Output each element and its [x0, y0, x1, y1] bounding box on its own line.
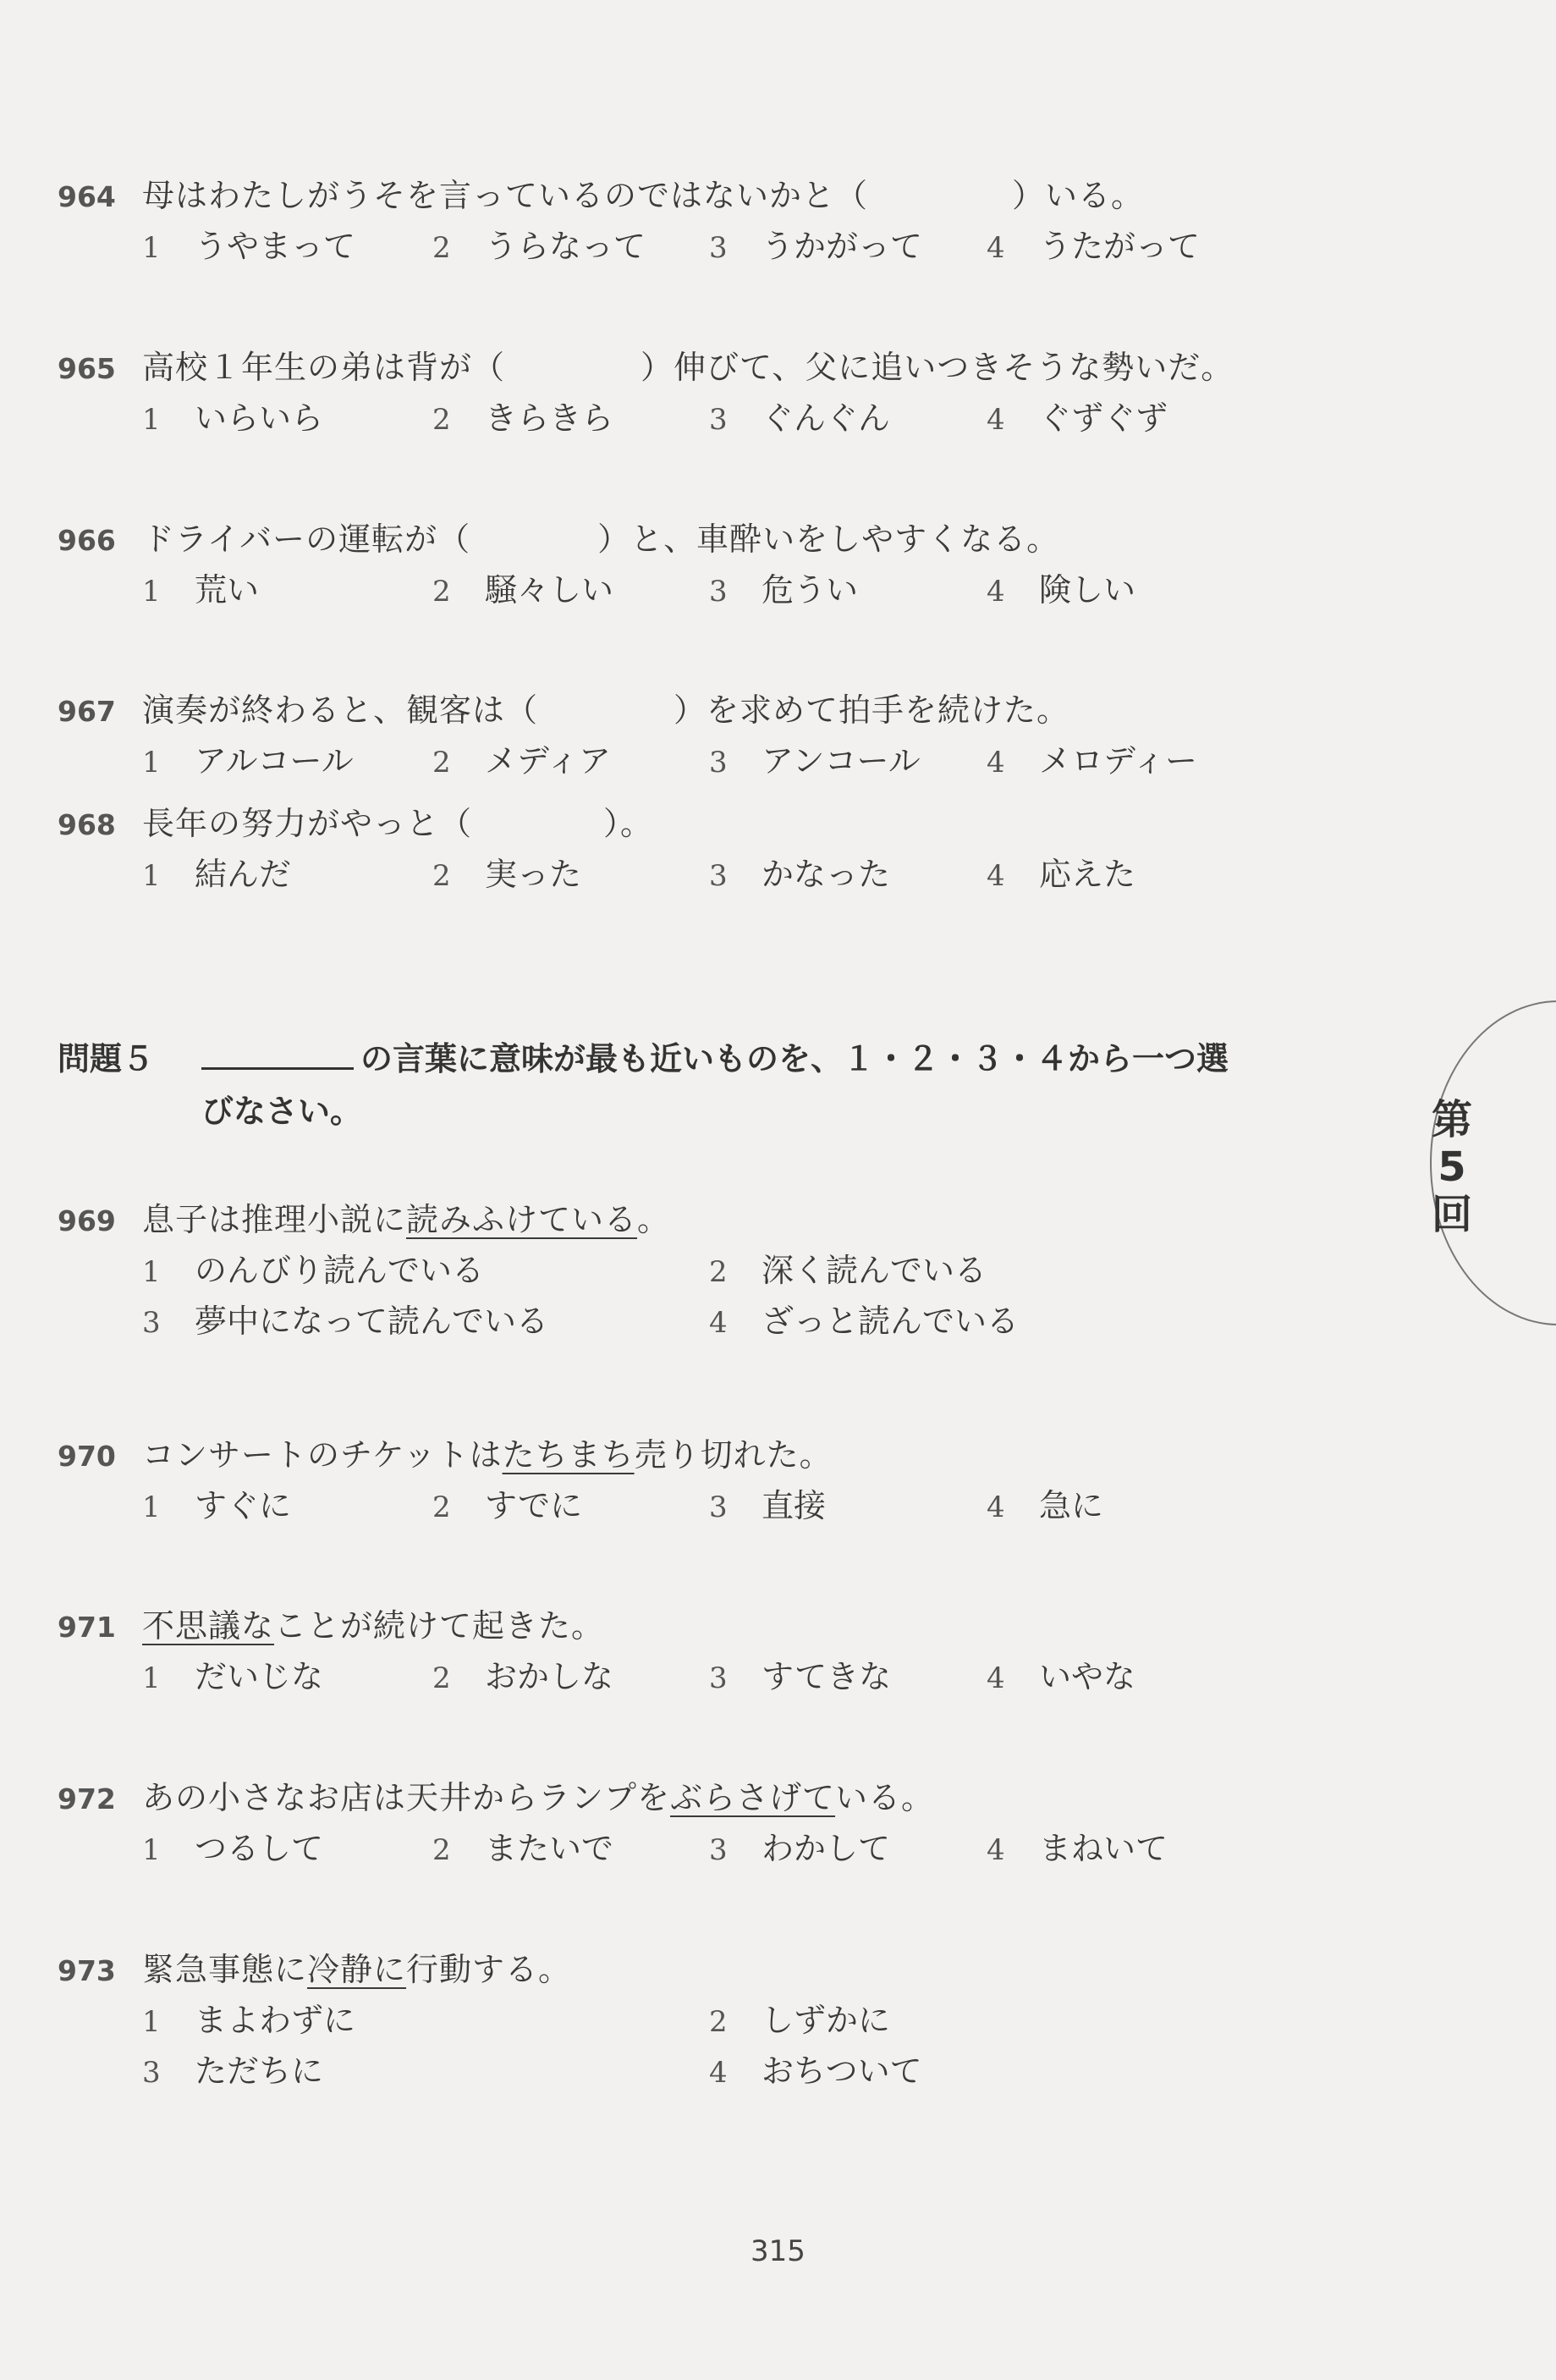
- option-4[interactable]: 4 ざっと読んでいる: [709, 1303, 1020, 1340]
- option-1[interactable]: 1 だいじな: [142, 1658, 324, 1695]
- chapter-tab-label: 第 5 回: [1431, 1096, 1472, 1238]
- question-stem: コンサートのチケットはたちまち売り切れた。: [142, 1436, 833, 1474]
- option-1[interactable]: 1 つるして: [142, 1830, 324, 1867]
- question-967: [58, 684, 1197, 785]
- question-969: [58, 1193, 1020, 1346]
- options: [142, 1650, 1136, 1701]
- underlined-phrase: ぶらさげて: [670, 1779, 836, 1816]
- question-stem: あの小さなお店は天井からランプをぶらさげている。: [142, 1779, 935, 1816]
- option-3[interactable]: 3 直接: [709, 1487, 827, 1524]
- option-1[interactable]: 1 アルコール: [142, 742, 354, 780]
- option-2[interactable]: 2 メディア: [432, 742, 611, 780]
- options: [142, 1822, 1168, 1873]
- option-1[interactable]: 1 結んだ: [142, 856, 292, 893]
- question-968: [58, 797, 1136, 899]
- option-3[interactable]: 3 わかして: [709, 1830, 891, 1867]
- option-2[interactable]: 2 騒々しい: [432, 571, 614, 609]
- option-4[interactable]: 4 急に: [987, 1487, 1104, 1524]
- section-label: 問題５: [58, 1040, 155, 1077]
- option-4[interactable]: 4 応えた: [987, 856, 1136, 893]
- question-stem: 演奏が終わると、観客は（ ）を求めて拍手を続けた。: [142, 691, 1070, 729]
- option-1[interactable]: 1 うやまって: [142, 228, 356, 265]
- section-heading: [58, 1033, 1377, 1138]
- question-965: [58, 341, 1234, 443]
- underlined-phrase: 冷静に: [307, 1951, 407, 1988]
- underlined-phrase: 読みふけている: [406, 1201, 638, 1238]
- option-4[interactable]: 4 いやな: [987, 1658, 1136, 1695]
- option-1[interactable]: 1 のんびり読んでいる: [142, 1252, 485, 1289]
- option-3[interactable]: 3 ただちに: [142, 2052, 324, 2090]
- question-972: [58, 1771, 1168, 1873]
- question-973: [58, 1943, 922, 2096]
- question-970: [58, 1429, 1104, 1530]
- option-2[interactable]: 2 おかしな: [432, 1658, 614, 1695]
- option-4[interactable]: 4 うたがって: [987, 228, 1201, 265]
- question-number: 972: [58, 1782, 116, 1815]
- option-1[interactable]: 1 まよわずに: [142, 2002, 356, 2039]
- question-number: 967: [58, 695, 116, 728]
- question-stem: 高校１年生の弟は背が（ ）伸びて、父に追いつきそうな勢いだ。: [142, 349, 1234, 386]
- options: [142, 735, 1197, 785]
- question-971: [58, 1600, 1136, 1701]
- option-3[interactable]: 3 危うい: [709, 571, 859, 609]
- question-number: 973: [58, 1954, 116, 1987]
- question-966: [58, 513, 1136, 614]
- section-instruction-line2: びなさい。: [201, 1093, 363, 1130]
- question-stem: 長年の努力がやっと（ ）。: [142, 805, 654, 842]
- option-3[interactable]: 3 かなった: [709, 856, 891, 893]
- question-stem: 母はわたしがうそを言っているのではないかと（ ）いる。: [142, 177, 1145, 214]
- option-2[interactable]: 2 しずかに: [709, 2002, 891, 2039]
- question-number: 964: [58, 180, 116, 213]
- options: [142, 1994, 891, 2045]
- option-3[interactable]: 3 夢中になって読んでいる: [142, 1303, 549, 1340]
- option-2[interactable]: 2 深く読んでいる: [709, 1252, 987, 1289]
- options: [142, 564, 1136, 614]
- option-3[interactable]: 3 すてきな: [709, 1658, 892, 1695]
- question-number: 968: [58, 808, 116, 841]
- question-stem: ドライバーの運転が（ ）と、車酔いをしやすくなる。: [142, 521, 1060, 558]
- options: [142, 392, 1234, 443]
- question-number: 966: [58, 524, 116, 557]
- page-number: 315: [751, 2234, 805, 2268]
- question-stem: 不思議なことが続けて起きた。: [142, 1607, 605, 1645]
- options: [142, 1479, 1104, 1530]
- option-2[interactable]: 2 すでに: [432, 1487, 583, 1524]
- options: [142, 2045, 922, 2096]
- option-1[interactable]: 1 荒い: [142, 571, 260, 609]
- question-stem: 息子は推理小説に読みふけている。: [142, 1201, 671, 1238]
- underlined-phrase: たちまち: [502, 1436, 635, 1474]
- question-number: 969: [58, 1204, 116, 1237]
- option-3[interactable]: 3 うかがって: [709, 228, 923, 265]
- question-964: [58, 169, 1201, 271]
- option-2[interactable]: 2 うらなって: [432, 228, 646, 265]
- underlined-phrase: 不思議な: [142, 1607, 275, 1645]
- option-2[interactable]: 2 実った: [432, 856, 582, 893]
- section-instruction-line1: の言葉に意味が最も近いものを、１・２・３・４から一つ選: [360, 1040, 1229, 1077]
- question-stem: 緊急事態に冷静に行動する。: [142, 1951, 572, 1988]
- option-1[interactable]: 1 すぐに: [142, 1487, 292, 1524]
- option-3[interactable]: 3 アンコール: [709, 742, 921, 780]
- question-number: 970: [58, 1440, 116, 1473]
- underline-blank: [201, 1042, 354, 1070]
- options: [142, 220, 1201, 271]
- option-4[interactable]: 4 まねいて: [987, 1830, 1168, 1867]
- option-2[interactable]: 2 またいで: [432, 1830, 614, 1867]
- option-4[interactable]: 4 険しい: [987, 571, 1136, 609]
- options: [142, 1244, 987, 1295]
- question-number: 965: [58, 352, 116, 385]
- option-4[interactable]: 4 おちついて: [709, 2052, 922, 2090]
- options: [142, 1295, 1020, 1346]
- option-4[interactable]: 4 ぐずぐず: [987, 399, 1168, 437]
- option-2[interactable]: 2 きらきら: [432, 399, 614, 437]
- options: [142, 848, 1136, 899]
- option-1[interactable]: 1 いらいら: [142, 399, 324, 437]
- option-3[interactable]: 3 ぐんぐん: [709, 399, 891, 437]
- question-number: 971: [58, 1611, 116, 1644]
- option-4[interactable]: 4 メロディー: [987, 742, 1197, 780]
